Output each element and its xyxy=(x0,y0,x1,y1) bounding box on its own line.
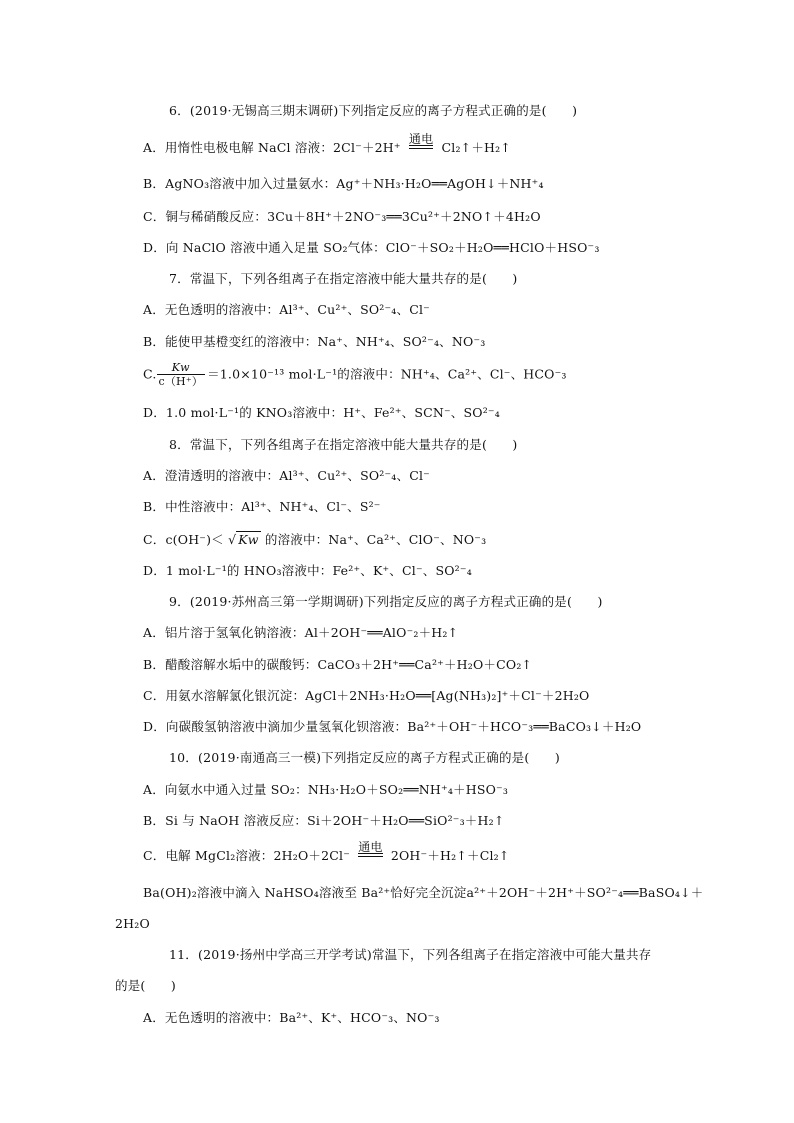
option-text-products: Cl₂↑＋H₂↑ xyxy=(441,140,512,155)
option-text: ＝1.0×10⁻¹³ mol·L⁻¹的溶液中：NH⁺₄、Ca²⁺、Cl⁻、HCO⁻₃ xyxy=(207,366,567,382)
question-11-stem-line1: 11．(2019·扬州中学高三开学考试)常温下，下列各组离子在指定溶液中可能大量共存 xyxy=(169,947,652,962)
option-text: C．电解 MgCl₂溶液：2H₂O＋2Cl⁻ xyxy=(143,848,351,863)
question-10-option-b: B．Si 与 NaOH 溶液反应：Si＋2OH⁻＋H₂O══SiO²⁻₃＋H₂↑ xyxy=(143,813,505,828)
option-text-products: 2OH⁻＋H₂↑＋Cl₂↑ xyxy=(390,848,510,863)
question-10-option-d-line2: 2H₂O xyxy=(115,916,150,931)
question-11-option-a: A．无色透明的溶液中：Ba²⁺、K⁺、HCO⁻₃、NO⁻₃ xyxy=(143,1010,440,1025)
question-11-stem-line2: 的是( ) xyxy=(115,978,176,993)
electrolysis-sign xyxy=(358,841,382,857)
question-8-option-d: D．1 mol·L⁻¹的 HNO₃溶液中：Fe²⁺、K⁺、Cl⁻、SO²⁻₄ xyxy=(143,563,472,578)
question-10-option-c xyxy=(143,839,510,865)
fraction-numerator: Kw xyxy=(157,362,206,375)
option-text: C．c(OH⁻)＜ xyxy=(143,532,224,547)
option-text: A．用惰性电极电解 NaCl 溶液：2Cl⁻＋2H⁺ xyxy=(143,140,401,155)
electrolysis-sign xyxy=(409,133,433,149)
question-8-stem: 8．常温下，下列各组离子在指定溶液中能大量共存的是( ) xyxy=(169,437,518,452)
question-7-option-c xyxy=(143,362,567,388)
question-9-option-a: A．铝片溶于氢氧化钠溶液：Al＋2OH⁻══AlO⁻₂＋H₂↑ xyxy=(143,625,459,640)
question-9-option-c: C．用氨水溶解氯化银沉淀：AgCl＋2NH₃·H₂O══[Ag(NH₃)₂]⁺＋Cl⁻＋2H₂O xyxy=(143,688,590,703)
question-6-option-a xyxy=(143,131,512,157)
question-8-option-c xyxy=(143,531,486,548)
electrolysis-label: 通电 xyxy=(358,839,383,854)
question-9-option-b: B．醋酸溶解水垢中的碳酸钙：CaCO₃＋2H⁺══Ca²⁺＋H₂O＋CO₂↑ xyxy=(143,657,533,672)
question-6-option-d: D．向 NaClO 溶液中通入足量 SO₂气体：ClO⁻＋SO₂＋H₂O══HClO＋HSO⁻₃ xyxy=(143,240,600,255)
question-6-option-c: C．铜与稀硝酸反应：3Cu＋8H⁺＋2NO⁻₃══3Cu²⁺＋2NO↑＋4H₂O xyxy=(143,209,541,224)
question-8-option-b: B．中性溶液中：Al³⁺、NH⁺₄、Cl⁻、S²⁻ xyxy=(143,499,381,514)
fraction-denominator: c（H⁺） xyxy=(158,375,204,388)
question-7-option-a: A．无色透明的溶液中：Al³⁺、Cu²⁺、SO²⁻₄、Cl⁻ xyxy=(143,302,430,317)
question-10-stem: 10．(2019·南通高三一模)下列指定反应的离子方程式正确的是( ) xyxy=(169,750,560,765)
question-7-option-d: D．1.0 mol·L⁻¹的 KNO₃溶液中：H⁺、Fe²⁺、SCN⁻、SO²⁻₄ xyxy=(143,405,500,420)
question-8-option-a: A．澄清透明的溶液中：Al³⁺、Cu²⁺、SO²⁻₄、Cl⁻ xyxy=(143,468,430,483)
question-6-stem: 6．(2019·无锡高三期末调研)下列指定反应的离子方程式正确的是( ) xyxy=(169,103,578,118)
question-6-option-b: B．AgNO₃溶液中加入过量氨水：Ag⁺＋NH₃·H₂O══AgOH↓＋NH⁺₄ xyxy=(143,176,544,191)
electrolysis-label: 通电 xyxy=(408,131,434,146)
question-10-option-d-line1: Ba(OH)₂溶液中滴入 NaHSO₄溶液至 Ba²⁺恰好完全沉淀a²⁺＋2OH⁻＋2H⁺＋SO²⁻₄══BaSO₄↓＋ xyxy=(143,885,704,900)
question-7-option-b: B．能使甲基橙变红的溶液中：Na⁺、NH⁺₄、SO²⁻₄、NO⁻₃ xyxy=(143,334,486,349)
sqrt-radicand: Kw xyxy=(238,532,259,547)
sqrt-sign: √ xyxy=(228,532,237,547)
question-10-option-a: A．向氨水中通入过量 SO₂：NH₃·H₂O＋SO₂══NH⁺₄＋HSO⁻₃ xyxy=(143,782,509,797)
kw-fraction xyxy=(157,362,206,388)
option-text-rest: 的溶液中：Na⁺、Ca²⁺、ClO⁻、NO⁻₃ xyxy=(264,532,487,547)
question-9-stem: 9．(2019·苏州高三第一学期调研)下列指定反应的离子方程式正确的是( ) xyxy=(169,594,603,609)
question-7-stem: 7．常温下，下列各组离子在指定溶液中能大量共存的是( ) xyxy=(169,271,518,286)
question-9-option-d: D．向碳酸氢钠溶液中滴加少量氢氧化钡溶液：Ba²⁺＋OH⁻＋HCO⁻₃══BaCO₃↓＋H₂O xyxy=(143,719,642,734)
option-label: C. xyxy=(143,366,157,382)
